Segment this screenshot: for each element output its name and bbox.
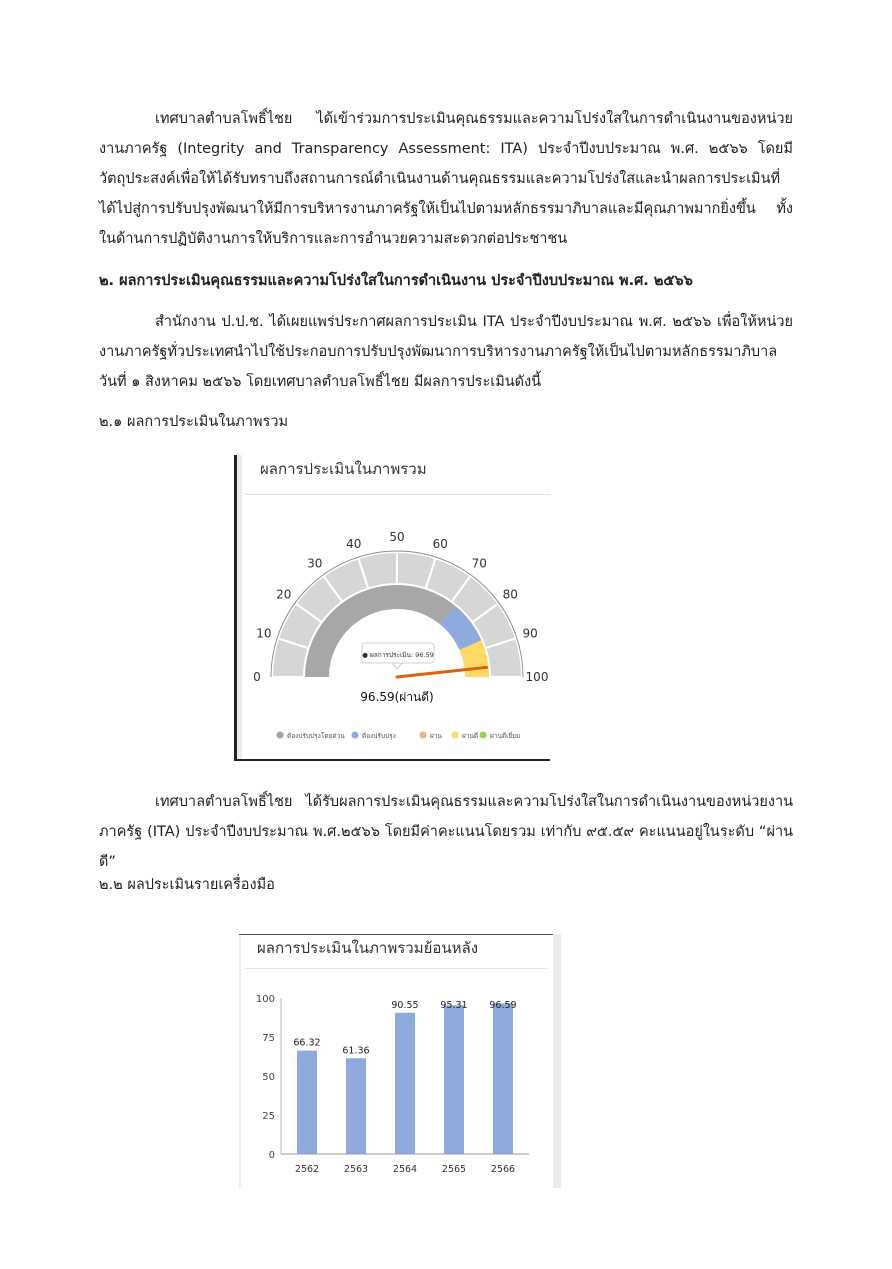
- gauge-tick-label: 10: [256, 626, 272, 641]
- history-bar-card: [239, 934, 561, 1188]
- card-bottom-border: [234, 759, 550, 761]
- card-right-shadow: [553, 934, 561, 1188]
- gauge-tick-label: 90: [522, 626, 538, 641]
- x-tick-label: 2564: [392, 1164, 418, 1175]
- legend-marker: [277, 732, 284, 739]
- y-tick-label: 25: [262, 1111, 275, 1122]
- y-tick-label: 100: [255, 994, 275, 1005]
- x-tick-label: 2563: [343, 1164, 369, 1175]
- gauge-value-label: 96.59(ผ่านดี): [360, 690, 434, 704]
- legend-label: ผ่าน: [430, 732, 442, 740]
- gauge-tooltip-text: ● ผลการประเมิน: 96.59: [362, 651, 434, 659]
- gauge-tick-label: 30: [307, 556, 323, 571]
- legend-marker: [420, 732, 427, 739]
- x-tick-label: 2566: [490, 1164, 516, 1175]
- bar-value-label: 95.31: [440, 1000, 468, 1011]
- section-2-1-label: ๒.๑ ผลการประเมินในภาพรวม: [99, 414, 289, 430]
- y-tick-label: 50: [262, 1072, 275, 1083]
- bar: [493, 1003, 513, 1154]
- section-2-heading: ๒. ผลการประเมินคุณธรรมและความโปร่งใสในการดำเนินงาน ประจำปีงบประมาณ พ.ศ. ๒๕๖๖: [99, 273, 693, 289]
- y-tick-label: 75: [262, 1033, 275, 1044]
- gauge-tick-label: 40: [346, 536, 362, 551]
- gauge-tick-label: 20: [276, 587, 292, 602]
- gauge-tick-label: 70: [471, 556, 487, 571]
- overall-gauge-card: [234, 455, 550, 761]
- gauge-tick-label: 60: [432, 536, 448, 551]
- bar-chart: [239, 934, 561, 1188]
- legend-marker: [480, 732, 487, 739]
- legend-label: ต้องปรับปรุงโดยด่วน: [287, 732, 345, 740]
- bar: [297, 1051, 317, 1154]
- gauge-tick-label: 80: [502, 587, 518, 602]
- bar-value-label: 66.32: [293, 1037, 321, 1049]
- x-tick-label: 2562: [294, 1164, 320, 1175]
- bar: [444, 1005, 464, 1154]
- legend-marker: [352, 732, 359, 739]
- bar-value-label: 61.36: [342, 1045, 370, 1057]
- gauge-tick-label: 100: [525, 670, 549, 684]
- gauge-title: ผลการประเมินในภาพรวม: [260, 460, 427, 478]
- section-2-2-label: ๒.๒ ผลประเมินรายเครื่องมือ: [99, 877, 275, 893]
- legend-marker: [452, 732, 459, 739]
- y-tick-label: 0: [268, 1150, 275, 1161]
- legend-label: ผ่านดีเยี่ยม: [490, 732, 521, 740]
- bar: [395, 1013, 415, 1154]
- bar: [346, 1058, 366, 1154]
- result-paragraph: เทศบาลตำบลโพธิ์ไชย ได้รับผลการประเมินคุณธรรมและความโปร่งใสในการดำเนินงานของหน่วยงานภาครัฐ (ITA) ประจำปีงบประมาณ พ.ศ.๒๕๖๖ โดยมีค่าคะแนนโดยรวม เท่ากับ ๙๕.๕๙ คะแนนอยู่ในระดับ “ผ่านดี”: [99, 794, 793, 870]
- gauge-tooltip-pointer: [392, 663, 402, 669]
- bar-value-label: 96.59: [489, 1000, 517, 1011]
- legend-label: ต้องปรับปรุง: [362, 732, 396, 740]
- bar-chart-title: ผลการประเมินในภาพรวมย้อนหลัง: [257, 939, 479, 957]
- bar-value-label: 90.55: [391, 1000, 419, 1011]
- gauge-chart: [234, 455, 550, 761]
- gauge-tick-label: 50: [389, 530, 405, 544]
- x-tick-label: 2565: [441, 1164, 467, 1175]
- announcement-paragraph: สำนักงาน ป.ป.ช. ได้เผยแพร่ประกาศผลการประเมิน ITA ประจำปีงบประมาณ พ.ศ. ๒๕๖๖ เพื่อให้หน่วยงานภาครัฐทั่วประเทศนำไปใช้ประกอบการปรับปรุงพัฒนาการบริหารงานภาครัฐให้เป็นไปตามหลักธรรมาภิบาล วันที่ ๑ สิงหาคม ๒๕๖๖ โดยเทศบาลตำบลโพธิ์ไชย มีผลการประเมินดังนี้: [99, 314, 793, 390]
- intro-paragraph: เทศบาลตำบลโพธิ์ไชย ได้เข้าร่วมการประเมินคุณธรรมและความโปร่งใสในการดำเนินงานของหน่วยงานภาครัฐ (Integrity and Transparency Assessment: ITA) ประจำปีงบประมาณ พ.ศ. ๒๕๖๖ โดยมีวัตถุประสงค์เพื่อให้ได้รับทราบถึงสถานการณ์ดำเนินงานด้านคุณธรรมและความโปร่งใสและนำผลการประเมินที่ได้ไปสู่การปรับปรุงพัฒนาให้มีการบริหารงานภาครัฐให้เป็นไปตามหลักธรรมาภิบาลและมีคุณภาพมากยิ่งขึ้น ทั้งในด้านการปฏิบัติงานการให้บริการและการอำนวยความสะดวกต่อประชาชน: [99, 111, 793, 247]
- legend-label: ผ่านดี: [462, 732, 479, 740]
- gauge-tick-label: 0: [253, 670, 261, 684]
